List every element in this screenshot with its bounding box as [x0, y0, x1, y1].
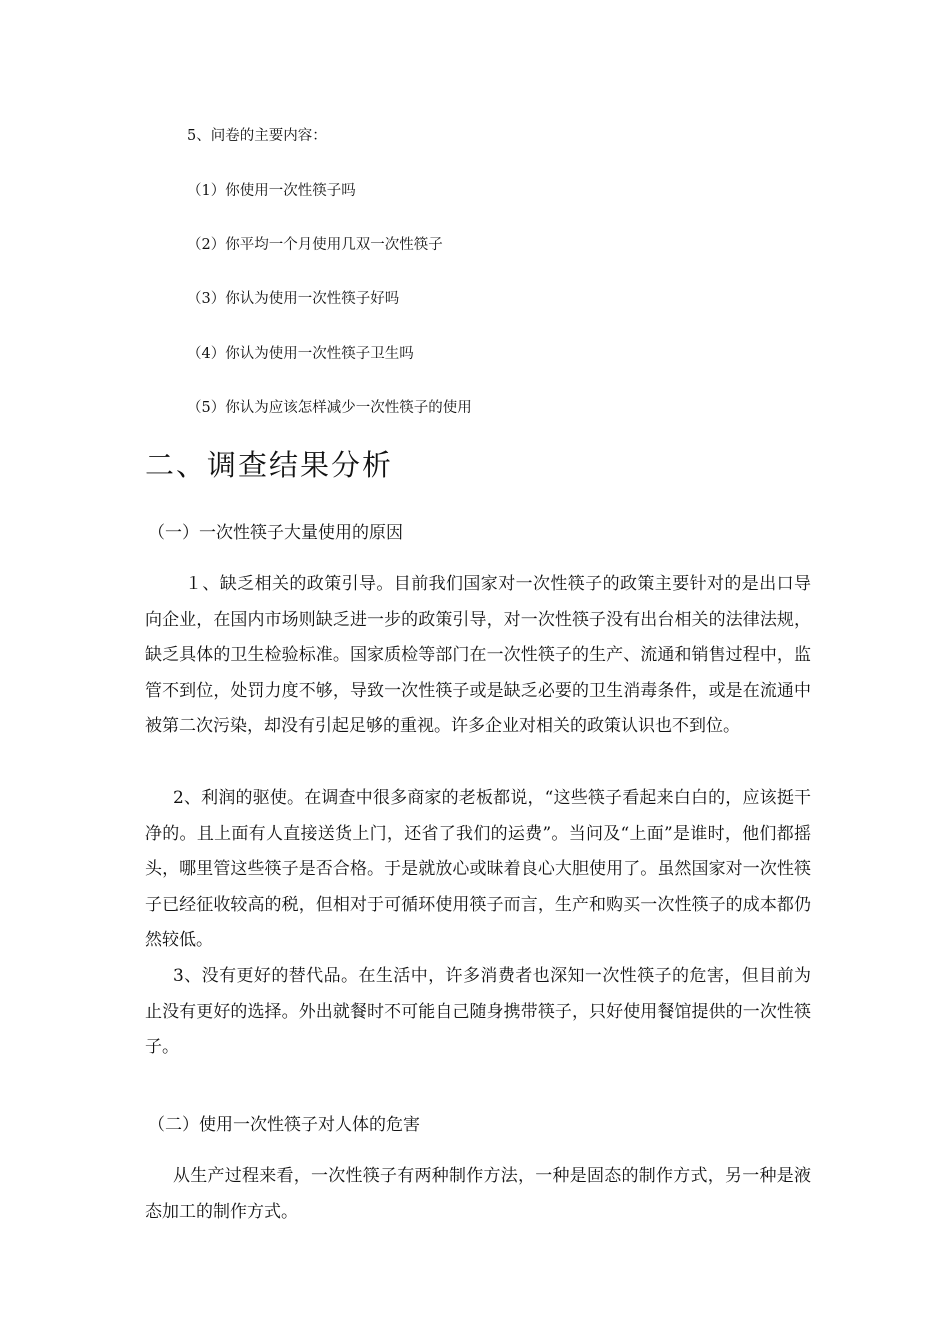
paragraph-reason-3: 3、没有更好的替代品。在生活中，许多消费者也深知一次性筷子的危害，但目前为止没有更好的选择。外出就餐时不可能自己随身携带筷子，只好使用餐馆提供的一次性筷子。 — [145, 966, 811, 1057]
section-title: 二、调查结果分析 — [145, 448, 394, 482]
questionnaire-item-2: （2）你平均一个月使用几双一次性筷子 — [187, 237, 443, 253]
questionnaire-item-1: （1）你使用一次性筷子吗 — [187, 183, 356, 199]
subsection-1-title: （一）一次性筷子大量使用的原因 — [148, 523, 403, 543]
questionnaire-item-3: （3）你认为使用一次性筷子好吗 — [187, 291, 400, 307]
paragraph-production: 从生产过程来看，一次性筷子有两种制作方法，一种是固态的制作方式，另一种是液态加工的制作方式。 — [145, 1166, 811, 1222]
questionnaire-item-5: （5）你认为应该怎样减少一次性筷子的使用 — [187, 400, 472, 416]
subsection-2-title: （二）使用一次性筷子对人体的危害 — [148, 1115, 420, 1135]
paragraph-reason-1: １、缺乏相关的政策引导。目前我们国家对一次性筷子的政策主要针对的是出口导向企业，在国内市场则缺乏进一步的政策引导，对一次性筷子没有出台相关的法律法规，缺乏具体的卫生检验标准。国家质检等部门在一次性筷子的生产、流通和销售过程中，监管不到位，处罚力度不够，导致一次性筷子或是缺乏必要的卫生消毒条件，或是在流通中被第二次污染，却没有引起足够的重视。许多企业对相关的政策认识也不到位。 — [145, 574, 811, 736]
paragraph-reason-2: 2、利润的驱使。在调查中很多商家的老板都说，“这些筷子看起来白白的，应该挺干净的。且上面有人直接送货上门，还省了我们的运费”。当问及“上面”是谁时，他们都摇头，哪里管这些筷子是否合格。于是就放心或昧着良心大胆使用了。虽然国家对一次性筷子已经征收较高的税，但相对于可循环使用筷子而言，生产和购买一次性筷子的成本都仍然较低。 — [145, 788, 811, 950]
questionnaire-item-4: （4）你认为使用一次性筷子卫生吗 — [187, 346, 414, 362]
questionnaire-heading: 5、问卷的主要内容： — [187, 128, 327, 144]
